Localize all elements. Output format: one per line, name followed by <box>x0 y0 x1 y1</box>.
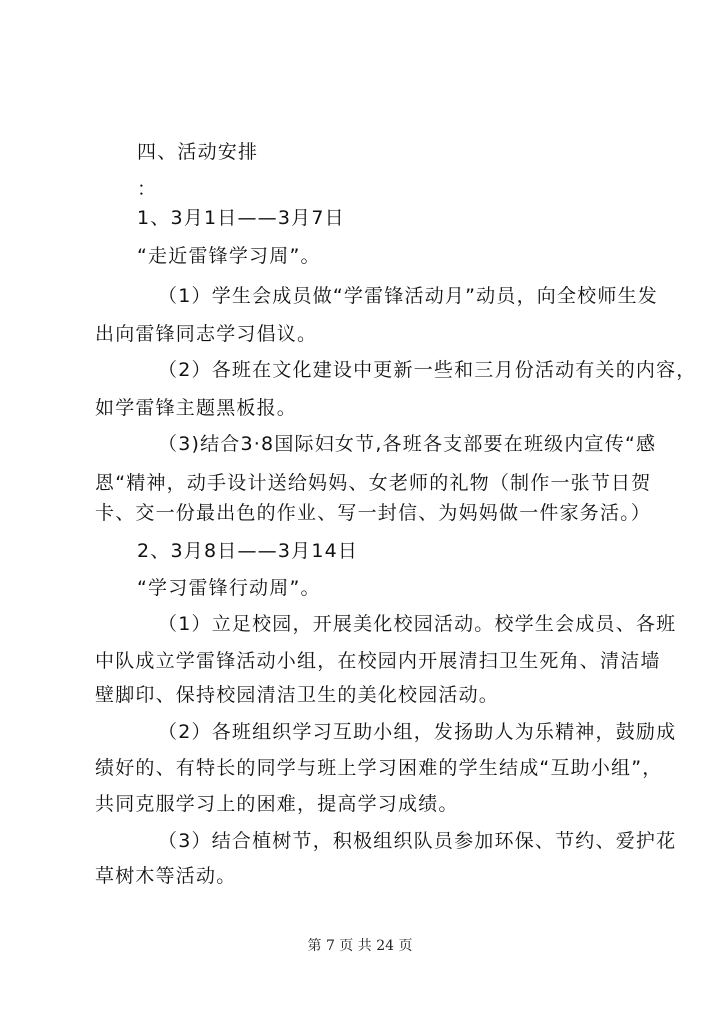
body-line: （2）各班在文化建设中更新一些和三月份活动有关的内容， <box>158 359 697 381</box>
body-line: 2、3月8日——3月14日 <box>137 540 359 562</box>
body-line: 1、3月1日——3月7日 <box>137 207 345 229</box>
body-line: （2）各班组织学习互助小组，发扬助人为乐精神，鼓励成 <box>158 721 677 743</box>
body-line: 出向雷锋同志学习倡议。 <box>95 323 318 345</box>
body-line: 如学雷锋主题黑板报。 <box>95 397 298 419</box>
body-line: 绩好的、有特长的同学与班上学习困难的学生结成“互助小组”， <box>95 757 663 779</box>
body-line: 卡、交一份最出色的作业、写一封信、为妈妈做一件家务活。） <box>95 502 652 524</box>
body-line: “学习雷锋行动周”。 <box>137 577 321 599</box>
body-line: ： <box>137 178 158 200</box>
body-line: 草树木等活动。 <box>95 865 237 887</box>
body-line: 恩“精神，动手设计送给妈妈、女老师的礼物（制作一张节日贺 <box>95 472 652 494</box>
body-line: （3)结合3·8国际妇女节,各班各支部要在班级内宣传“感 <box>158 433 657 455</box>
body-line: 中队成立学雷锋活动小组，在校园内开展清扫卫生死角、清洁墙 <box>95 650 661 672</box>
page-number: 第 7 页 共 24 页 <box>307 938 413 954</box>
body-line: 共同克服学习上的困难，提高学习成绩。 <box>95 793 459 815</box>
body-line: （3）结合植树节，积极组织队员参加环保、节约、爱护花 <box>158 830 677 852</box>
body-line: （1）学生会成员做“学雷锋活动月”动员，向全校师生发 <box>158 285 658 307</box>
body-line: 壁脚印、保持校园清洁卫生的美化校园活动。 <box>95 684 500 706</box>
section-heading: 四、活动安排 <box>137 141 259 163</box>
body-line: （1）立足校园，开展美化校园活动。校学生会成员、各班 <box>158 613 677 635</box>
body-line: “走近雷锋学习周”。 <box>137 245 321 267</box>
